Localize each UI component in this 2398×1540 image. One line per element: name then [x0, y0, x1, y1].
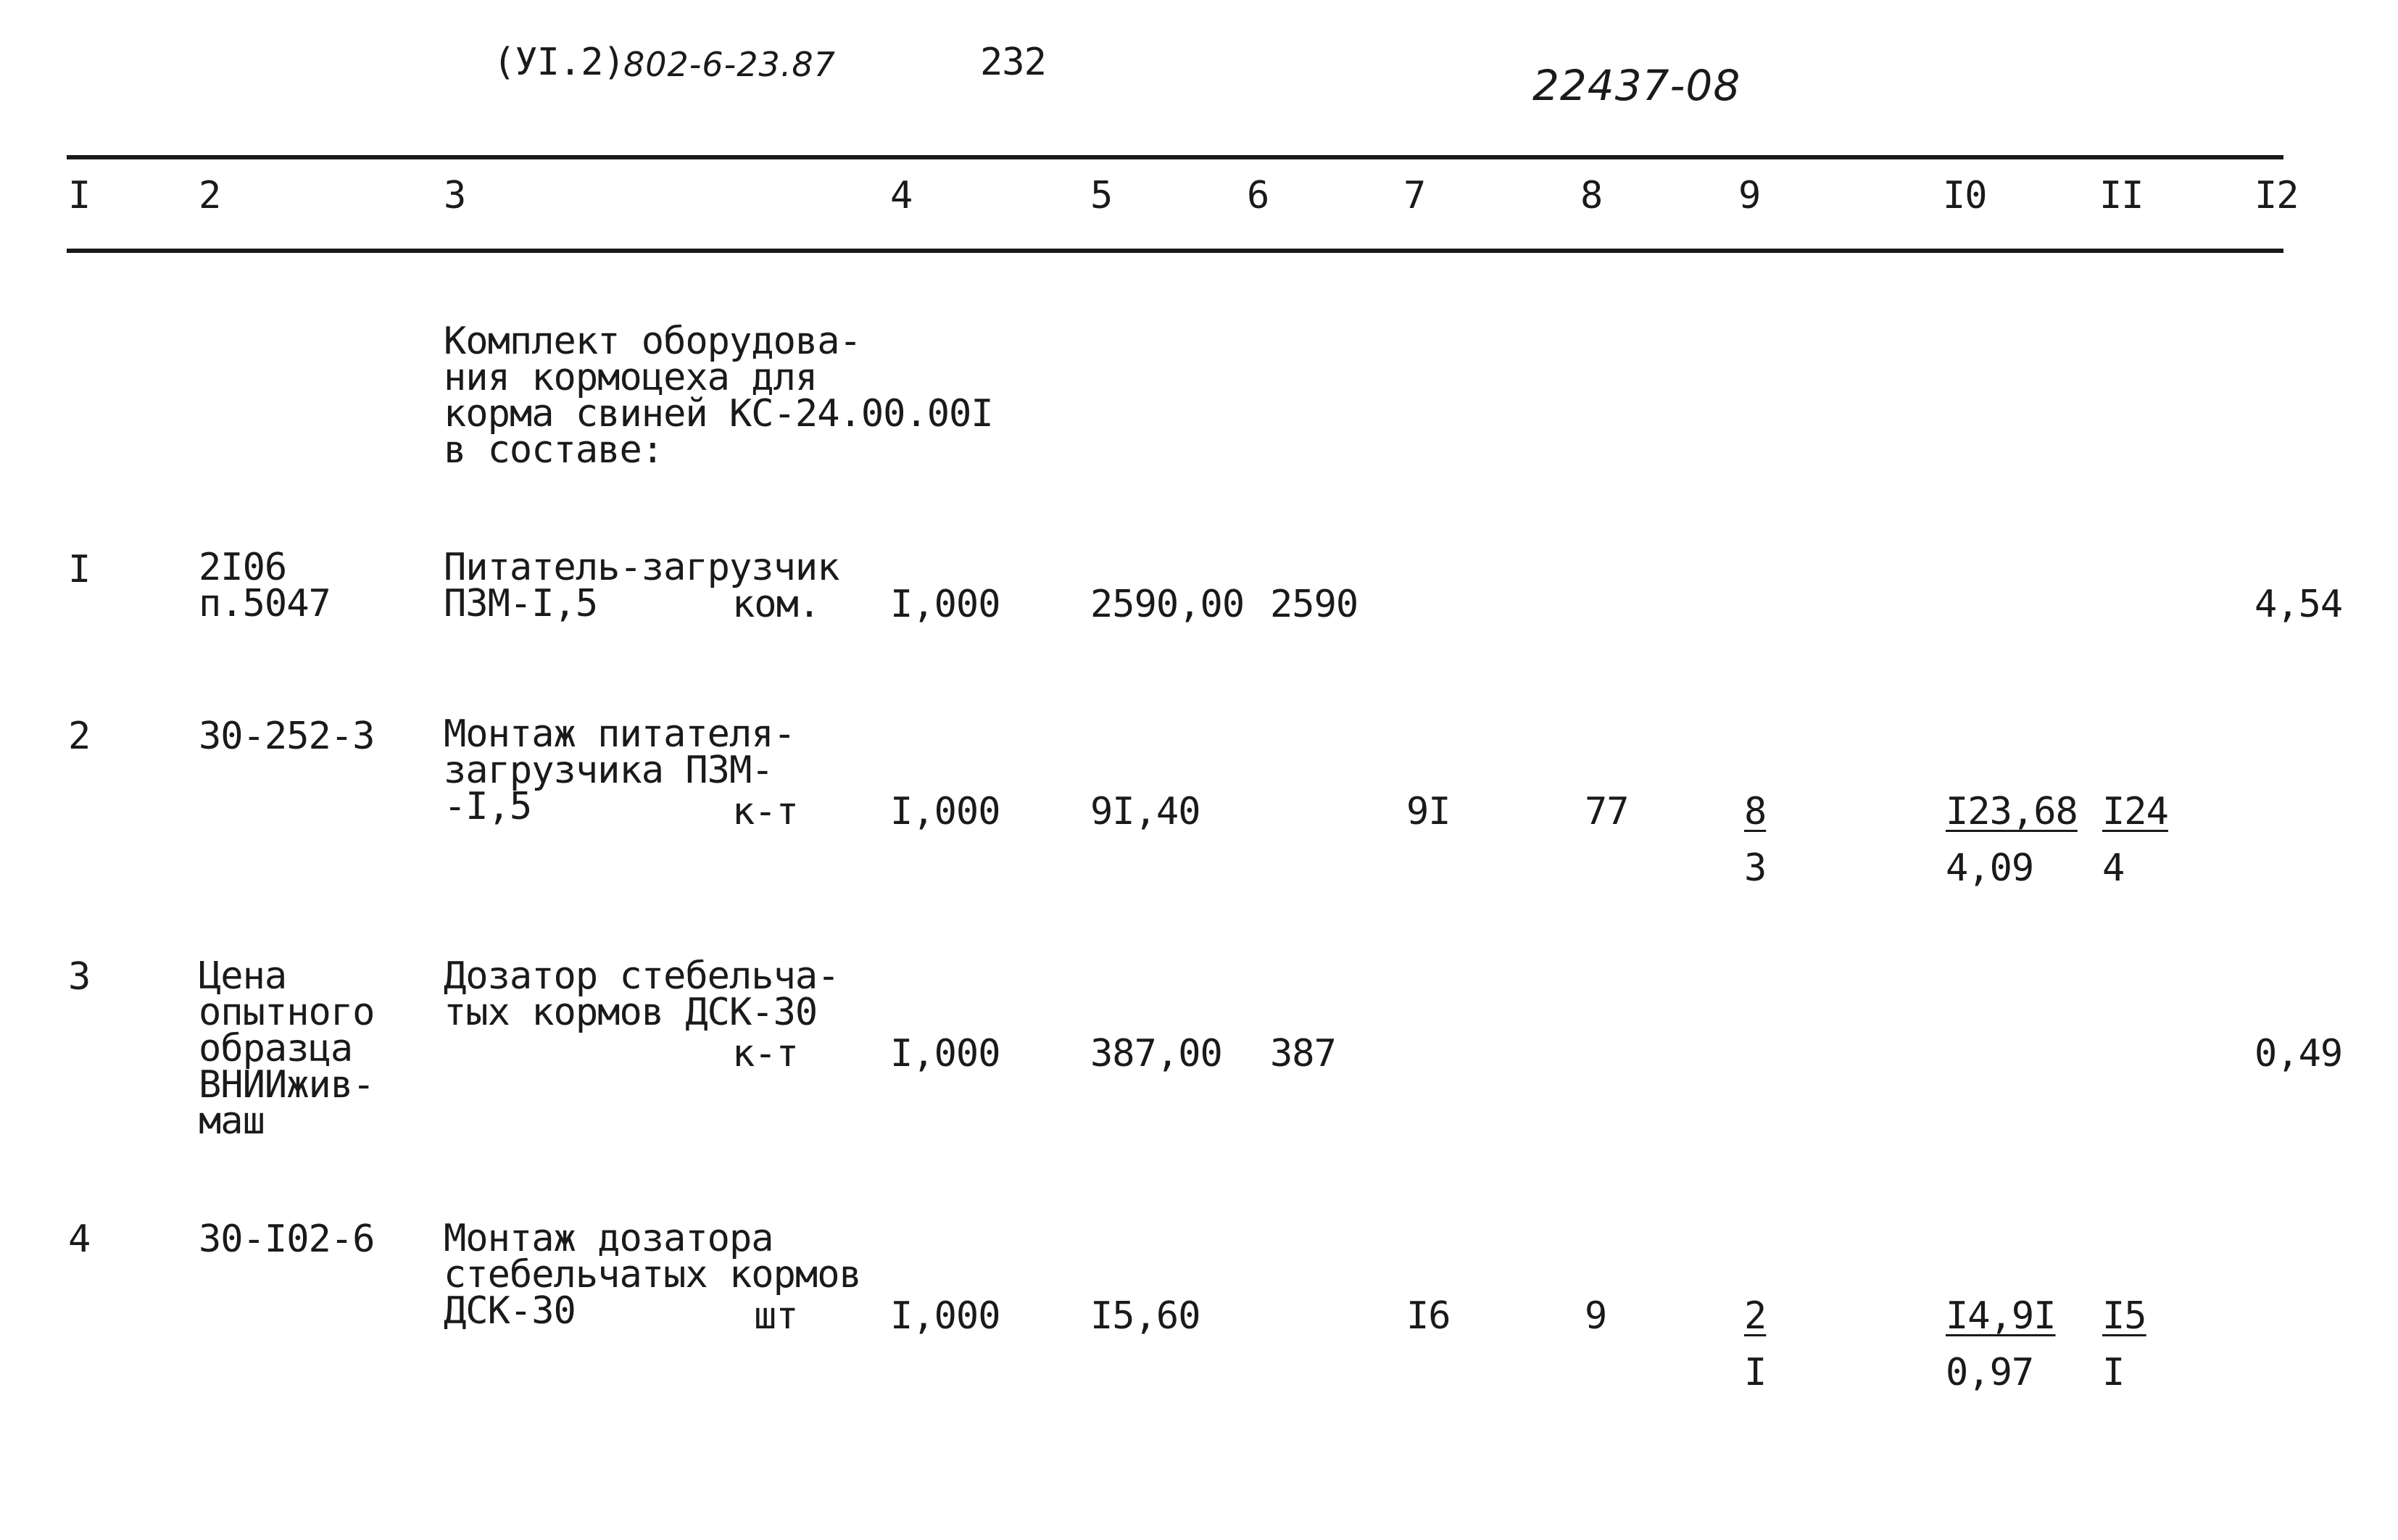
- row-name: Питатель-загрузчик ПЗМ-I,5: [444, 546, 839, 625]
- row-qty: I,000: [890, 583, 1000, 626]
- column-header: 3: [444, 174, 466, 217]
- row-qty: I,000: [890, 1294, 1000, 1338]
- row-col12: 4,54: [2254, 583, 2343, 626]
- row-unit: шт: [754, 1294, 798, 1338]
- row-qty: I,000: [890, 1032, 1000, 1075]
- row-number: 4: [68, 1218, 91, 1261]
- column-header: I: [68, 174, 91, 217]
- doc-code-handwritten: 802-6-23.87: [623, 45, 836, 84]
- row-col10-top: I23,68: [1946, 790, 2078, 833]
- column-header: 6: [1247, 174, 1269, 217]
- row-col8: 77: [1585, 790, 1629, 833]
- row-col11-top: I5: [2102, 1294, 2146, 1338]
- row-total: 2590: [1270, 583, 1358, 626]
- row-name: Монтаж питателя- загрузчика ПЗМ- -I,5: [444, 712, 795, 828]
- column-header: 8: [1580, 174, 1603, 217]
- row-unit: к-т: [732, 790, 798, 833]
- column-header: 7: [1403, 174, 1426, 217]
- column-header: 5: [1090, 174, 1113, 217]
- row-price: I5,60: [1090, 1294, 1200, 1338]
- page-number: 232: [980, 41, 1046, 84]
- row-col9-top: 8: [1744, 790, 1767, 833]
- row-col10-bottom: 4,09: [1946, 846, 2034, 890]
- column-header: II: [2099, 174, 2144, 217]
- row-col12: 0,49: [2254, 1032, 2343, 1075]
- row-total: 387: [1270, 1032, 1336, 1075]
- row-code: 2I06 п.5047: [199, 546, 331, 625]
- row-col11-top: I24: [2102, 790, 2168, 833]
- table-top-rule: [67, 155, 2283, 159]
- column-header: 4: [890, 174, 913, 217]
- row-number: 3: [68, 955, 91, 999]
- row-number: I: [68, 548, 91, 591]
- row-col8: 9: [1585, 1294, 1607, 1338]
- column-header: 2: [199, 174, 221, 217]
- doc-code-prefix: (УI.2): [493, 41, 625, 84]
- row-name: Дозатор стебельча- тых кормов ДСК-30: [444, 954, 839, 1034]
- row-code: 30-I02-6: [199, 1218, 375, 1261]
- column-header: 9: [1738, 174, 1761, 217]
- row-col9-top: 2: [1744, 1294, 1767, 1338]
- row-col7: I6: [1406, 1294, 1451, 1338]
- row-price: 2590,00: [1090, 583, 1245, 626]
- row-price: 387,00: [1090, 1032, 1222, 1075]
- row-name: Монтаж дозатора стебельчатых кормов ДСК-30: [444, 1217, 861, 1333]
- row-price: 9I,40: [1090, 790, 1200, 833]
- column-header: I2: [2254, 174, 2299, 217]
- row-col11-bottom: 4: [2102, 846, 2125, 890]
- row-col9-bottom: I: [1744, 1351, 1767, 1394]
- row-number: 2: [68, 715, 91, 758]
- column-header: I0: [1943, 174, 1987, 217]
- row-col11-bottom: I: [2102, 1351, 2125, 1394]
- row-col9-bottom: 3: [1744, 846, 1767, 890]
- stamp-number: 22437-08: [1532, 61, 1741, 110]
- section-title: Комплект оборудова- ния кормоцеха для корма свиней КС-24.00.00I в составе:: [444, 320, 993, 472]
- row-col10-bottom: 0,97: [1946, 1351, 2034, 1394]
- row-unit: к-т: [732, 1032, 798, 1075]
- row-col10-top: I4,9I: [1946, 1294, 2056, 1338]
- table-header-rule: [67, 249, 2283, 253]
- row-code: 30-252-3: [199, 715, 375, 758]
- row-col7: 9I: [1406, 790, 1451, 833]
- row-code: Цена опытного образца ВНИИжив- маш: [199, 954, 375, 1143]
- row-qty: I,000: [890, 790, 1000, 833]
- row-unit: ком.: [732, 583, 821, 626]
